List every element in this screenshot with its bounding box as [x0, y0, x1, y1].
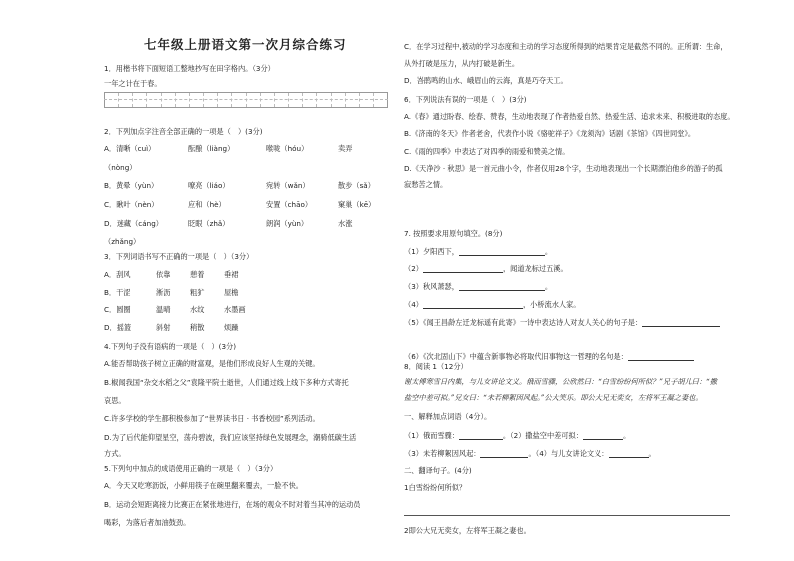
- option-cell: 斜射: [156, 323, 171, 332]
- question-8: 8．阅读 1（12分）: [404, 362, 468, 371]
- option-cell: 喉咙（hóu）: [266, 144, 309, 153]
- option-cell: 稍散: [190, 323, 205, 332]
- fill-in-item: [404, 282, 552, 291]
- option-cell: 烦躁: [224, 323, 239, 332]
- fill-in-prefix: （1）夕阳西下，: [404, 247, 459, 256]
- answer-blank[interactable]: [459, 283, 545, 291]
- section-1-heading: 一、解释加点词语（4分）。: [404, 412, 492, 421]
- explain-text: 。（2）撒盐空中差可拟：: [502, 431, 583, 440]
- option-cell: A．清晰（cuì）: [104, 144, 156, 153]
- option-line: C.《雨的四季》中表达了对四季的雨爱和赞美之情。: [404, 147, 570, 156]
- question-6: 6．下列说法有误的一项是（ ）(3分): [404, 95, 527, 104]
- explain-text: （1）俄而雪骤：: [404, 431, 459, 440]
- option-cell: D．迷藏（cáng）: [104, 219, 163, 228]
- explain-item: [404, 431, 630, 440]
- fill-in-item: [404, 247, 552, 256]
- option-cell: 窠巢（kē）: [338, 200, 376, 209]
- page-title: 七年级上册语文第一次月综合练习: [144, 37, 347, 52]
- option-line: D．峇鹃鸣的山水、峨眉山的云海，真是巧夺天工。: [404, 76, 568, 85]
- fill-in-prefix: （4）: [404, 300, 423, 309]
- option-line: 从外打破是压力，从内打破是新生。: [404, 59, 520, 68]
- answer-blank[interactable]: [642, 319, 720, 327]
- question-7-6-text: （6）《次北固山下》中蕴含新事物必将取代旧事物这一哲理的名句是：: [404, 352, 628, 361]
- fill-in-item: [404, 264, 568, 273]
- option-line: B.《济南的冬天》作者老舍，代表作小说《骆驼祥子》《龙须沟》话剧《茶馆》《四世同堂》。: [404, 129, 696, 138]
- explain-text: 。: [648, 449, 656, 458]
- option-cell: 应和（hè）: [188, 200, 226, 209]
- option-cell: 宛转（wǎn）: [266, 181, 310, 190]
- option-cell: B．干涩: [104, 288, 131, 297]
- option-line: D.为了后代能仰望星空，荡舟碧波，我们应该坚持绿色发展理念，潮骑低碳生活: [104, 433, 357, 442]
- option-cell: 安置（chāo）: [266, 200, 313, 209]
- option-cell: 粗犷: [190, 288, 205, 297]
- option-cell: 依靠: [156, 270, 171, 279]
- option-line: C．在学习过程中,被动的学习态度和主动的学习态度所得到的结果肯定是截然不同的。正所谓：生命，: [404, 42, 728, 51]
- option-cell: 垂裙: [224, 270, 239, 279]
- option-line: 哀思。: [104, 396, 126, 405]
- question-7-6: [404, 352, 694, 361]
- question-4: 4.下列句子没有语病的一项是（ ）(3分): [104, 342, 237, 351]
- fill-in-suffix: ，闻道龙标过五溪。: [502, 264, 568, 273]
- option-cell: 酝酿（liàng）: [188, 144, 235, 153]
- option-cell: D．摇篮: [104, 323, 132, 332]
- option-cell: 水墨画: [224, 305, 246, 314]
- option-line: 寂愁苦之情。: [404, 180, 448, 189]
- option-cell: B．黄晕（yùn）: [104, 181, 159, 190]
- passage-line-2: 盐空中差可拟。”兄女曰：“未若柳絮因风起。”公大笑乐。即公大兄无奕女，左将军王凝之妻也。: [404, 393, 703, 402]
- translate-2: 2即公大兄无奕女，左将军王凝之妻也。: [404, 526, 531, 535]
- option-cell: 淅沥: [156, 288, 171, 297]
- question-5: 5.下列句中加点的成语使用正确的一项是（ ）（3分）: [104, 464, 278, 473]
- fill-in-suffix: 。: [544, 247, 553, 256]
- option-cell: 嘹亮（liáo）: [188, 181, 230, 190]
- option-line: D.《天净沙 · 秋思》是一首元曲小令，作者仅用28个字，生动地表现出一个长期漂泊他乡的游子的孤: [404, 164, 723, 173]
- tianzi-grid[interactable]: [104, 92, 388, 108]
- option-cell: 卖弄: [338, 144, 353, 153]
- option-line: C.许多学校的学生都积极参加了“世界读书日 · 书香校园”系列活动。: [104, 414, 320, 423]
- option-cell: 憩着: [190, 270, 205, 279]
- explain-text: 。: [622, 431, 631, 440]
- fill-in-prefix: （3）秋风萧瑟，: [404, 282, 459, 291]
- fill-in-suffix: ，小桥流水人家。: [522, 300, 581, 309]
- option-line: A．今天又吃寒沥饭，小鲜用筷子在碗里翻来覆去，一脸不快。: [104, 481, 303, 490]
- option-cell: 眨眼（zhǎ）: [188, 219, 230, 228]
- option-cell: 朗润（yùn）: [266, 219, 309, 228]
- option-line: A.《春》通过盼春、绘春、赞春，生动地表现了作者热爱自然、热爱生活、追求未来、积极进取的态度。: [404, 112, 735, 121]
- question-7-5: [404, 318, 720, 327]
- option-line: 方式。: [104, 449, 126, 458]
- answer-blank[interactable]: [583, 432, 623, 440]
- fill-in-item: [404, 300, 580, 309]
- option-line: B.椒闻我国“杂交水稻之父”袁隆平院士逝世，人们通过线上线下多种方式寄托: [104, 378, 349, 387]
- option-cell: A．刮风: [104, 270, 131, 279]
- option-cell: （zhǎng）: [104, 237, 141, 246]
- option-cell: C．圆圈: [104, 305, 131, 314]
- answer-blank[interactable]: [423, 301, 523, 309]
- option-line: 喝彩，为落后者加油鼓劲。: [104, 518, 191, 527]
- option-cell: 温晴: [156, 305, 171, 314]
- option-cell: 散步（sǎ）: [338, 181, 375, 190]
- question-1: 1．用楷书将下面短语工整地抄写在田字格内。（3分）: [104, 64, 275, 73]
- option-line: B．运动会短距离接力比赛正在紧张地进行，在场的观众不时对着当其冲的运动员: [104, 500, 361, 509]
- option-cell: 水涨: [338, 219, 353, 228]
- section-2-heading: 二、翻译句子。(4分): [404, 466, 472, 475]
- answer-line[interactable]: [404, 515, 730, 516]
- question-2: 2．下列加点字注音全部正确的一项是（ ）(3分): [104, 127, 263, 136]
- explain-text: （3）未若柳絮因风起：: [404, 449, 481, 458]
- option-cell: 屋檐: [224, 288, 239, 297]
- fill-in-prefix: （2）: [404, 264, 423, 273]
- answer-blank[interactable]: [480, 450, 528, 458]
- grid-midline: [104, 99, 388, 100]
- option-cell: （nòng）: [104, 163, 137, 172]
- question-7-5-text: （5）《闻王昌龄左迁龙标遥有此寄》一诗中表达诗人对友人关心的句子是：: [404, 318, 643, 327]
- answer-blank[interactable]: [459, 248, 545, 256]
- option-line: A.能否帮助孩子树立正确的财富观，是他们形成良好人生观的关键。: [104, 359, 320, 368]
- option-cell: 水纹: [190, 305, 205, 314]
- fill-in-suffix: 。: [544, 282, 553, 291]
- answer-blank[interactable]: [423, 265, 503, 273]
- answer-blank[interactable]: [628, 353, 694, 361]
- option-cell: C．瞅叶（nèn）: [104, 200, 159, 209]
- copy-phrase: 一年之计在于春。: [104, 79, 162, 88]
- explain-item: [404, 449, 656, 458]
- question-3: 3．下列词语书写不正确的一项是（ ）（3分）: [104, 252, 254, 261]
- answer-blank[interactable]: [459, 432, 503, 440]
- translate-1: 1白雪纷纷何所似？: [404, 483, 467, 492]
- answer-blank[interactable]: [609, 450, 649, 458]
- explain-text: 。（4）与儿女讲论文义：: [528, 449, 609, 458]
- passage-line-1: 谢太傅寒雪日内集，与儿女讲论文义。俄而雪骤，公欣然曰：“白雪纷纷何所似？”兄子胡儿曰：“撒: [404, 377, 717, 386]
- question-7: 7. 按照要求用原句填空。(8分): [404, 229, 503, 238]
